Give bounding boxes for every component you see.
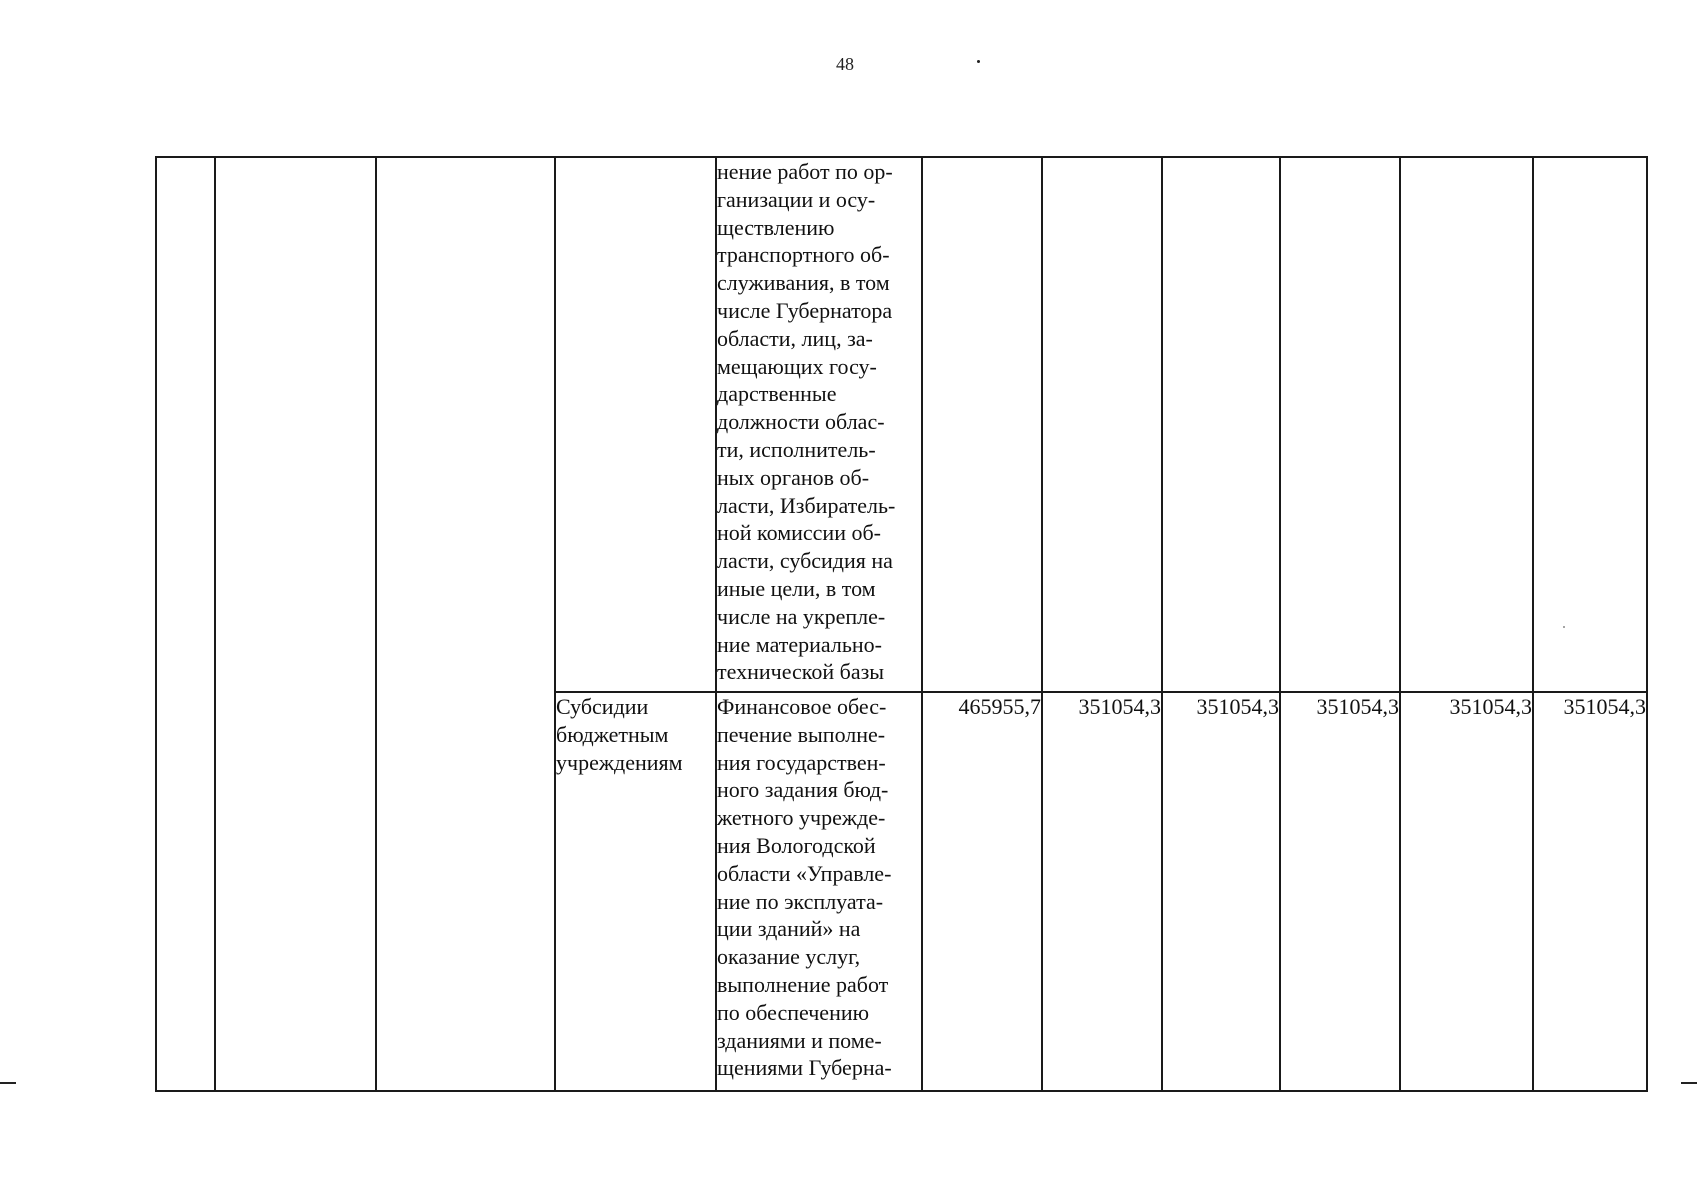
value-cell: 351054,3 (1533, 692, 1647, 1091)
table-cell-empty (376, 157, 555, 1091)
value-cell: 351054,3 (1400, 692, 1533, 1091)
table-cell-empty (555, 157, 716, 692)
expense-description-cell: нение работ по ор- ганизации и осу- ществлению транспортного об- служивания, в том числе Губернатора области, лиц, за- мещающих госу- дарственные должности облас- ти, исполнитель- ных органов об- ласти, Избиратель- ной комиссии об- ласти, субсидия на иные цели, в том числе на укрепле- ние материально- технической базы (716, 157, 922, 692)
budget-table (155, 156, 1648, 1092)
value-cell: 465955,7 (922, 692, 1042, 1091)
table-cell-empty (215, 157, 376, 1091)
page-number: 48 (836, 54, 854, 74)
value-cell: 351054,3 (1042, 692, 1162, 1091)
table-cell-empty (156, 157, 215, 1091)
value-cell: 351054,3 (1280, 692, 1400, 1091)
table-cell-empty (1533, 157, 1647, 692)
expense-description-cell: Финансовое обес- печение выполне- ния государствен- ного задания бюд- жетного учрежде- ния Вологодской области «Управле- ние по эксплуата- ции зданий» на оказание услуг, выполнение работ по обеспечению зданиями и поме- щениями Губерна- (716, 692, 922, 1091)
table-cell-empty (1280, 157, 1400, 692)
margin-mark-left (0, 1082, 16, 1084)
table-cell-empty (1400, 157, 1533, 692)
table-cell-empty (1162, 157, 1280, 692)
table-cell-empty (1042, 157, 1162, 692)
expense-type-cell: Субсидии бюджетным учреждениям (555, 692, 716, 1091)
dot-mark (977, 60, 980, 63)
value-cell: 351054,3 (1162, 692, 1280, 1091)
table-cell-empty (922, 157, 1042, 692)
table-row (156, 157, 1647, 692)
margin-mark-right (1681, 1082, 1697, 1084)
